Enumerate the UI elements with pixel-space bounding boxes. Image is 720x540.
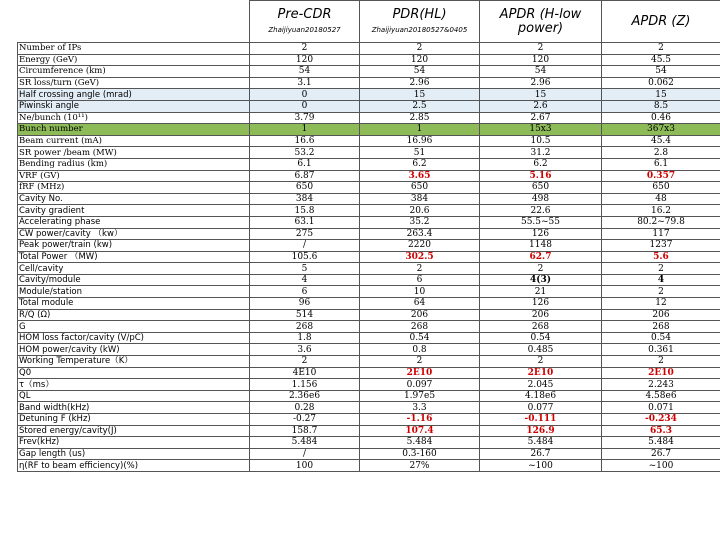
table-row <box>18 274 720 286</box>
row-label: Ne/bunch (10¹¹) <box>18 112 250 124</box>
row-label: Cell/cavity <box>18 263 250 275</box>
row-value: 2.243 <box>602 379 720 391</box>
table-row <box>18 100 720 112</box>
row-value: 206 <box>360 309 480 321</box>
table-row <box>18 54 720 66</box>
row-value: 22.6 <box>480 205 602 217</box>
row-value: 650 <box>480 182 602 194</box>
table-row <box>18 448 720 460</box>
row-value: 117 <box>602 228 720 240</box>
row-value: 45.4 <box>602 135 720 147</box>
row-label: HOM loss factor/cavity (V/pC) <box>18 332 250 344</box>
table-row <box>18 309 720 321</box>
row-value: 100 <box>250 460 360 472</box>
row-value: -0.111 <box>480 414 602 426</box>
row-label: Cavity No. <box>18 193 250 205</box>
row-value: 2 <box>360 263 480 275</box>
row-value: 5.16 <box>480 170 602 182</box>
row-value: 0.54 <box>360 332 480 344</box>
row-value: 26.7 <box>602 448 720 460</box>
row-value: 2E10 <box>602 367 720 379</box>
row-value: 0.077 <box>480 402 602 414</box>
row-label: η(RF to beam efficiency)(%) <box>18 460 250 472</box>
row-label: Bunch number <box>18 124 250 136</box>
header-pdr-hl: PDR(HL) Zhaijiyuan20180527&0405 <box>360 1 480 43</box>
row-value: 63.1 <box>250 216 360 228</box>
table-row <box>18 89 720 101</box>
row-value: 275 <box>250 228 360 240</box>
row-label: Energy (GeV) <box>18 54 250 66</box>
row-value: -1.16 <box>360 414 480 426</box>
row-value: 1 <box>360 124 480 136</box>
row-value: 6.87 <box>250 170 360 182</box>
row-value: 6.2 <box>360 158 480 170</box>
row-value: 54 <box>250 66 360 78</box>
row-value: 4 <box>602 274 720 286</box>
row-value: 1148 <box>480 240 602 252</box>
table-row <box>18 158 720 170</box>
row-value: 3.6 <box>250 344 360 356</box>
row-value: 4 <box>250 274 360 286</box>
table-row <box>18 205 720 217</box>
table-row <box>18 43 720 55</box>
row-value: 268 <box>480 321 602 333</box>
row-value: 2 <box>602 356 720 368</box>
row-label: Frev(kHz) <box>18 437 250 449</box>
row-value: 1.97e5 <box>360 390 480 402</box>
row-value: 15 <box>480 89 602 101</box>
row-value: 6 <box>250 286 360 298</box>
row-value: 6.2 <box>480 158 602 170</box>
row-label: SR loss/turn (GeV) <box>18 77 250 89</box>
row-value: 2 <box>480 263 602 275</box>
row-label: HOM power/cavity (kW) <box>18 344 250 356</box>
table-row <box>18 321 720 333</box>
row-value: 1.156 <box>250 379 360 391</box>
row-label: Accelerating phase <box>18 216 250 228</box>
row-value: 6.1 <box>250 158 360 170</box>
row-value: 120 <box>360 54 480 66</box>
table-row <box>18 263 720 275</box>
row-value: 105.6 <box>250 251 360 263</box>
row-value: 2.96 <box>360 77 480 89</box>
row-value: 126 <box>480 298 602 310</box>
table-row <box>18 135 720 147</box>
row-value: 2.6 <box>480 100 602 112</box>
row-value: 2 <box>250 43 360 55</box>
table-row <box>18 402 720 414</box>
row-value: 53.2 <box>250 147 360 159</box>
row-value: 268 <box>250 321 360 333</box>
row-label: Stored energy/cavity(J) <box>18 425 250 437</box>
row-label: Cavity/module <box>18 274 250 286</box>
row-value: 158.7 <box>250 425 360 437</box>
row-value: 206 <box>602 309 720 321</box>
header-apdr-h-low: APDR (H-low power) <box>480 1 602 43</box>
row-label: Bending radius (km) <box>18 158 250 170</box>
row-value: 0.097 <box>360 379 480 391</box>
row-value: 650 <box>360 182 480 194</box>
row-value: 20.6 <box>360 205 480 217</box>
row-value: 15 <box>360 89 480 101</box>
row-value: 1237 <box>602 240 720 252</box>
row-value: 2.96 <box>480 77 602 89</box>
row-value: 2 <box>360 43 480 55</box>
row-label: Cavity gradient <box>18 205 250 217</box>
row-value: 65.3 <box>602 425 720 437</box>
row-label: Peak power/train (kw) <box>18 240 250 252</box>
row-value: ~100 <box>480 460 602 472</box>
row-value: 45.5 <box>602 54 720 66</box>
row-value: 302.5 <box>360 251 480 263</box>
row-value: 31.2 <box>480 147 602 159</box>
row-label: QL <box>18 390 250 402</box>
row-label: R/Q (Ω) <box>18 309 250 321</box>
row-value: 4.18e6 <box>480 390 602 402</box>
row-value: 96 <box>250 298 360 310</box>
row-value: 4(3) <box>480 274 602 286</box>
row-value: 15 <box>602 89 720 101</box>
row-value: 2 <box>360 356 480 368</box>
row-label: Total Power （MW) <box>18 251 250 263</box>
row-value: 8.5 <box>602 100 720 112</box>
row-value: 27% <box>360 460 480 472</box>
row-value: 16.6 <box>250 135 360 147</box>
row-label: SR power /beam (MW) <box>18 147 250 159</box>
table-row <box>18 460 720 472</box>
row-value: 3.3 <box>360 402 480 414</box>
row-value: 2220 <box>360 240 480 252</box>
row-value: 4.58e6 <box>602 390 720 402</box>
row-value: / <box>250 448 360 460</box>
table-row <box>18 251 720 263</box>
rf-parameter-table <box>17 0 720 472</box>
row-label: τ（ms） <box>18 379 250 391</box>
row-label: fRF (MHz) <box>18 182 250 194</box>
row-value: 54 <box>480 66 602 78</box>
row-value: 3.1 <box>250 77 360 89</box>
row-value: 650 <box>250 182 360 194</box>
row-value: 26.7 <box>480 448 602 460</box>
row-value: 62.7 <box>480 251 602 263</box>
row-value: 0.361 <box>602 344 720 356</box>
row-value: 126 <box>480 228 602 240</box>
row-value: 54 <box>360 66 480 78</box>
row-label: Beam current (mA) <box>18 135 250 147</box>
row-value: 5.484 <box>250 437 360 449</box>
row-value: 0.28 <box>250 402 360 414</box>
row-value: 5 <box>250 263 360 275</box>
row-value: 268 <box>602 321 720 333</box>
row-label: CW power/cavity （kw） <box>18 228 250 240</box>
row-value: 120 <box>480 54 602 66</box>
row-value: 0.071 <box>602 402 720 414</box>
row-value: 64 <box>360 298 480 310</box>
row-value: 10.5 <box>480 135 602 147</box>
row-value: 498 <box>480 193 602 205</box>
row-value: 384 <box>360 193 480 205</box>
row-label: Number of IPs <box>18 43 250 55</box>
row-value: 0.46 <box>602 112 720 124</box>
row-value: 2.67 <box>480 112 602 124</box>
row-value: 5.484 <box>360 437 480 449</box>
row-value: 4E10 <box>250 367 360 379</box>
row-value: 268 <box>360 321 480 333</box>
row-value: 0.485 <box>480 344 602 356</box>
row-value: 3.79 <box>250 112 360 124</box>
table-row <box>18 170 720 182</box>
label-header <box>18 1 250 43</box>
row-value: 10 <box>360 286 480 298</box>
row-value: 367x3 <box>602 124 720 136</box>
table-row <box>18 66 720 78</box>
row-value: 1 <box>250 124 360 136</box>
row-value: 2.5 <box>360 100 480 112</box>
table-row <box>18 147 720 159</box>
row-value: 0.357 <box>602 170 720 182</box>
table-row <box>18 425 720 437</box>
table-row <box>18 286 720 298</box>
row-value: 0.3-160 <box>360 448 480 460</box>
row-value: 2 <box>602 286 720 298</box>
table-row <box>18 124 720 136</box>
row-value: 384 <box>250 193 360 205</box>
table-row <box>18 437 720 449</box>
row-value: 80.2~79.8 <box>602 216 720 228</box>
row-value: 0.54 <box>602 332 720 344</box>
row-label: Circumference (km) <box>18 66 250 78</box>
table-row <box>18 367 720 379</box>
row-value: 15.8 <box>250 205 360 217</box>
row-value: 2.85 <box>360 112 480 124</box>
header-row <box>18 1 720 43</box>
row-value: 51 <box>360 147 480 159</box>
row-label: Band width(kHz) <box>18 402 250 414</box>
table-row <box>18 356 720 368</box>
table-row <box>18 298 720 310</box>
row-value: 0 <box>250 89 360 101</box>
row-value: 0 <box>250 100 360 112</box>
table-row <box>18 414 720 426</box>
row-label: Gap length (us) <box>18 448 250 460</box>
row-label: VRF (GV) <box>18 170 250 182</box>
row-value: 6 <box>360 274 480 286</box>
row-value: 16.96 <box>360 135 480 147</box>
row-value: 0.062 <box>602 77 720 89</box>
row-value: 2E10 <box>360 367 480 379</box>
row-value: -0.234 <box>602 414 720 426</box>
table-row <box>18 379 720 391</box>
row-value: 206 <box>480 309 602 321</box>
row-value: 650 <box>602 182 720 194</box>
row-value: 107.4 <box>360 425 480 437</box>
row-value: ~100 <box>602 460 720 472</box>
row-value: 35.2 <box>360 216 480 228</box>
row-value: 5.484 <box>480 437 602 449</box>
row-value: 15x3 <box>480 124 602 136</box>
row-value: 21 <box>480 286 602 298</box>
table-row <box>18 216 720 228</box>
table-row <box>18 390 720 402</box>
row-label: Q0 <box>18 367 250 379</box>
table-row <box>18 332 720 344</box>
row-value: 5.484 <box>602 437 720 449</box>
header-apdr-z: APDR (Z) <box>602 1 720 43</box>
row-value: 2.36e6 <box>250 390 360 402</box>
row-value: 5.6 <box>602 251 720 263</box>
row-label: Total module <box>18 298 250 310</box>
table-row <box>18 112 720 124</box>
table-row <box>18 240 720 252</box>
row-value: 0.54 <box>480 332 602 344</box>
table-row <box>18 344 720 356</box>
row-value: 54 <box>602 66 720 78</box>
row-value: 16.2 <box>602 205 720 217</box>
row-value: 120 <box>250 54 360 66</box>
row-value: 2 <box>602 263 720 275</box>
row-value: 6.1 <box>602 158 720 170</box>
row-value: 3.65 <box>360 170 480 182</box>
row-label: Module/station <box>18 286 250 298</box>
row-value: 55.5~55 <box>480 216 602 228</box>
row-value: 0.8 <box>360 344 480 356</box>
row-label: Half crossing angle (mrad) <box>18 89 250 101</box>
row-value: 2.045 <box>480 379 602 391</box>
header-pre-cdr: Pre-CDR Zhaijiyuan20180527 <box>250 1 360 43</box>
row-value: 1.8 <box>250 332 360 344</box>
row-value: 514 <box>250 309 360 321</box>
row-label: Working Temperature（K） <box>18 356 250 368</box>
row-label: Detuning F (kHz) <box>18 414 250 426</box>
table-row <box>18 77 720 89</box>
row-value: 126.9 <box>480 425 602 437</box>
row-value: 263.4 <box>360 228 480 240</box>
row-label: G <box>18 321 250 333</box>
table-row <box>18 182 720 194</box>
table-row <box>18 193 720 205</box>
row-value: 2.8 <box>602 147 720 159</box>
row-value: 48 <box>602 193 720 205</box>
row-value: 2 <box>250 356 360 368</box>
row-value: 2 <box>602 43 720 55</box>
row-value: 2E10 <box>480 367 602 379</box>
row-value: 2 <box>480 356 602 368</box>
row-label: Piwinski angle <box>18 100 250 112</box>
table-row <box>18 228 720 240</box>
row-value: / <box>250 240 360 252</box>
row-value: 12 <box>602 298 720 310</box>
row-value: -0.27 <box>250 414 360 426</box>
row-value: 2 <box>480 43 602 55</box>
